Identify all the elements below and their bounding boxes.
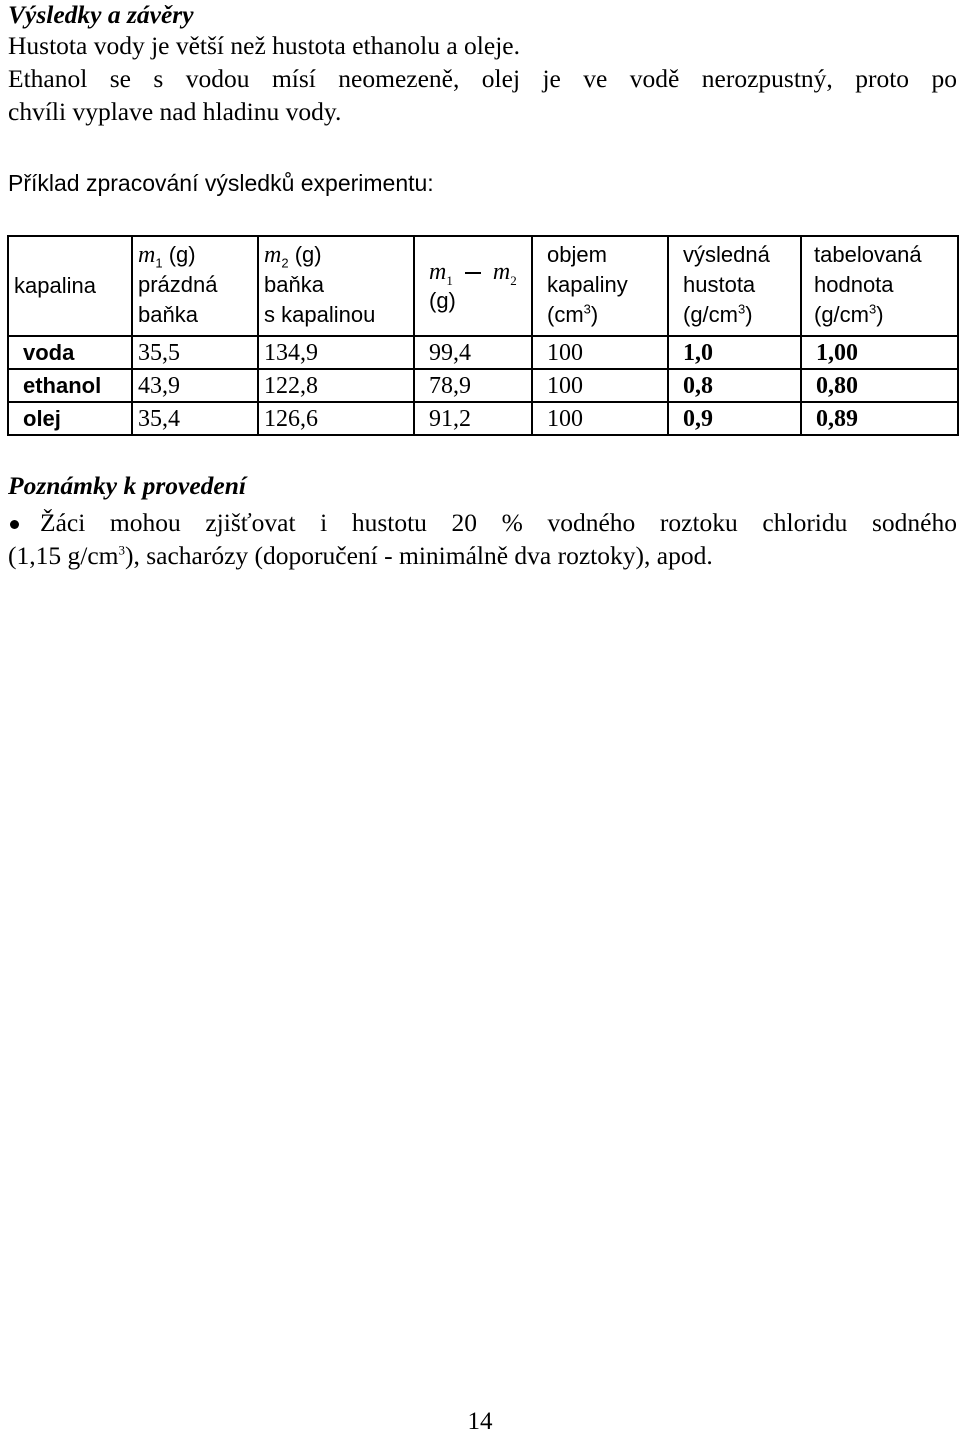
cell-m1: 35,4 xyxy=(132,402,258,435)
cell-tabulated: 0,80 xyxy=(801,369,958,402)
header-m2: $m_2$ (g) baňka s kapalinou xyxy=(258,236,414,336)
header-m1: $m_1$ (g) prázdná baňka xyxy=(132,236,258,336)
notes-bullet-line-1: Žáci mohou zjišťovat i hustotu 20 % vodného roztoku chloridu sodného xyxy=(40,508,957,537)
table-header-row xyxy=(8,236,958,336)
cell-m2: 122,8 xyxy=(258,369,414,402)
header-mass-difference: $m_1$ $m_2$ (g) xyxy=(414,236,532,336)
cell-mass-difference: 99,4 xyxy=(414,336,532,369)
cell-density: 0,8 xyxy=(668,369,801,402)
results-paragraph-2-line-2: chvíli vyplave nad hladinu vody. xyxy=(8,97,342,126)
cell-density: 1,0 xyxy=(668,336,801,369)
notes-bullet-item xyxy=(8,508,957,571)
cell-tabulated: 0,89 xyxy=(801,402,958,435)
results-table xyxy=(7,235,959,436)
header-volume: objem kapaliny $(cm^3)$ xyxy=(532,236,668,336)
cell-mass-difference: 91,2 xyxy=(414,402,532,435)
header-tabulated-value: tabelovaná hodnota $(g/cm^3)$ xyxy=(801,236,958,336)
table-row xyxy=(8,369,958,402)
results-paragraph-1: Hustota vody je větší než hustota ethanolu a oleje. xyxy=(8,31,520,60)
cell-density: 0,9 xyxy=(668,402,801,435)
cell-mass-difference: 78,9 xyxy=(414,369,532,402)
cell-liquid-name: olej xyxy=(8,402,132,435)
cell-volume: 100 xyxy=(532,336,668,369)
cell-m2: 126,6 xyxy=(258,402,414,435)
minus-sign xyxy=(465,272,481,274)
cell-m1: 35,5 xyxy=(132,336,258,369)
cell-m2: 134,9 xyxy=(258,336,414,369)
table-row xyxy=(8,336,958,369)
header-resulting-density: výsledná hustota $(g/cm^3)$ xyxy=(668,236,801,336)
results-heading: Výsledky a závěry xyxy=(8,0,194,29)
header-kapalina: kapalina xyxy=(8,236,132,336)
cell-volume: 100 xyxy=(532,369,668,402)
cell-liquid-name: ethanol xyxy=(8,369,132,402)
notes-heading: Poznámky k provedení xyxy=(8,471,246,500)
bullet-icon xyxy=(10,520,19,529)
cell-volume: 100 xyxy=(532,402,668,435)
notes-bullet-line-2: (1,15 $g/cm^3$), sacharózy (doporučení - minimálně dva roztoky), apod. xyxy=(8,541,713,570)
table-row xyxy=(8,402,958,435)
cell-liquid-name: voda xyxy=(8,336,132,369)
page-number: 14 xyxy=(467,1408,493,1435)
results-paragraph-2-line-1: Ethanol se s vodou mísí neomezeně, olej je ve vodě nerozpustný, proto po xyxy=(8,64,957,93)
cell-m1: 43,9 xyxy=(132,369,258,402)
cell-tabulated: 1,00 xyxy=(801,336,958,369)
example-label: Příklad zpracování výsledků experimentu: xyxy=(8,170,434,196)
